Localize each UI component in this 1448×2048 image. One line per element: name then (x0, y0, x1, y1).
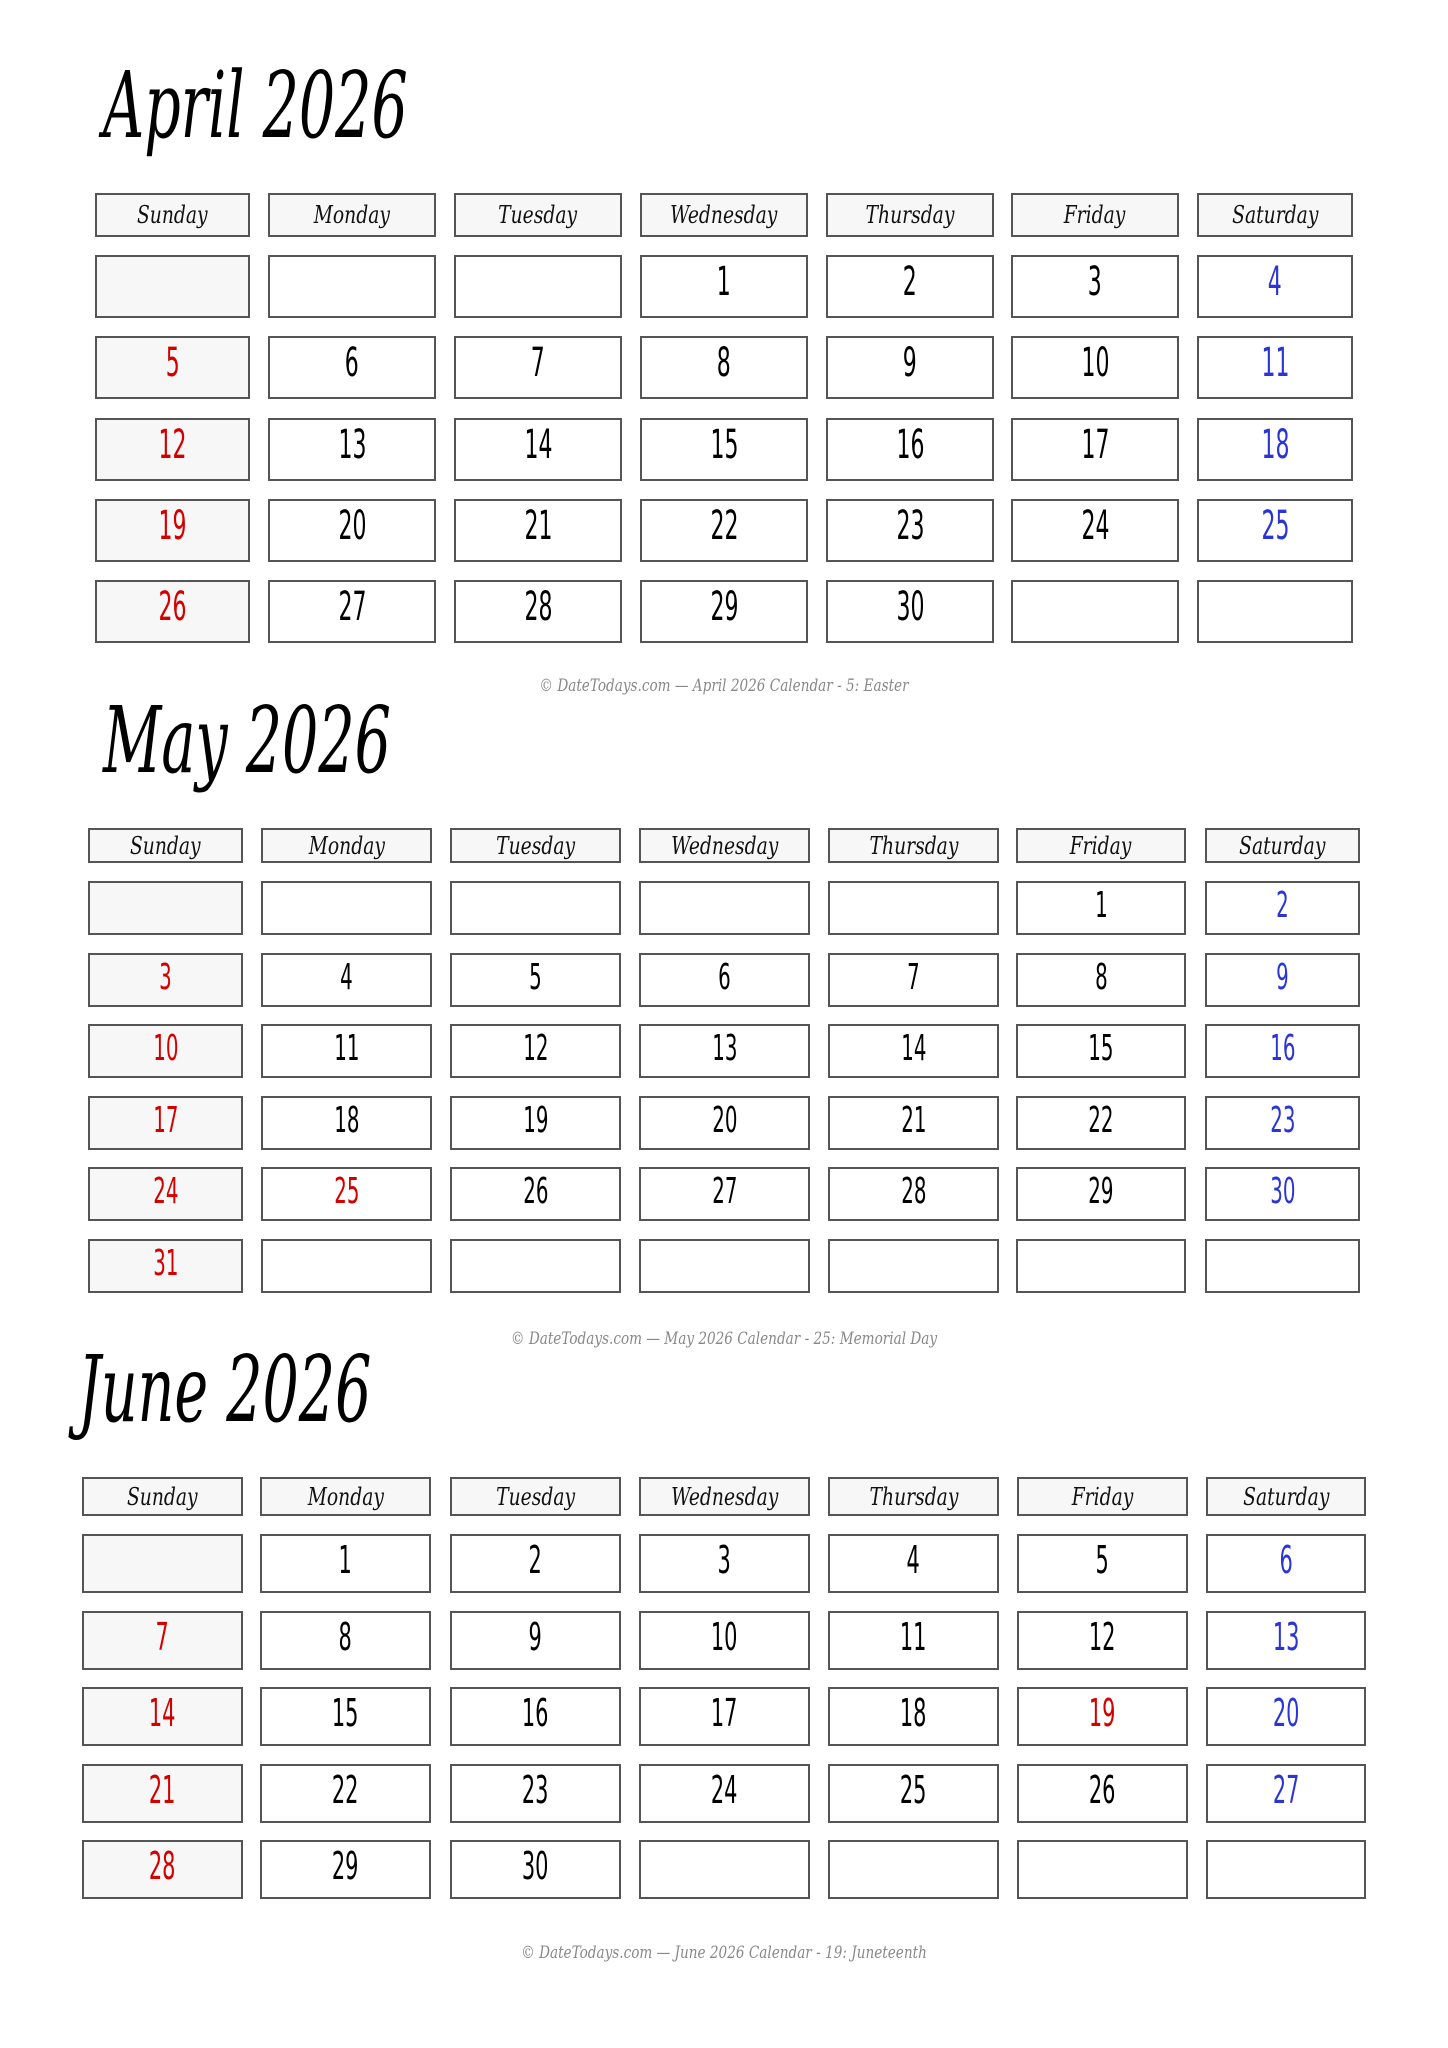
day-cell[interactable] (1206, 1764, 1366, 1823)
day-number: 10 (711, 1615, 738, 1659)
day-cell[interactable] (828, 1239, 999, 1293)
weekday-label: Monday (308, 831, 385, 860)
day-cell[interactable] (82, 1840, 243, 1899)
day-cell[interactable] (639, 1096, 810, 1150)
day-cell[interactable] (454, 336, 622, 399)
day-number: 15 (332, 1691, 359, 1735)
day-cell[interactable] (260, 1534, 431, 1593)
day-number: 30 (1269, 1171, 1296, 1212)
day-cell[interactable] (450, 1840, 621, 1899)
weekday-header (1205, 828, 1360, 863)
day-cell[interactable] (639, 1239, 810, 1293)
month-title: April 2026 (103, 52, 408, 159)
day-cell[interactable] (828, 1534, 999, 1593)
day-number: 2 (1276, 885, 1289, 926)
day-cell[interactable] (1206, 1611, 1366, 1670)
day-cell[interactable] (639, 1534, 810, 1593)
day-cell[interactable] (268, 336, 436, 399)
weekday-header (640, 193, 808, 237)
day-number: 22 (710, 503, 738, 549)
calendar-footer-note: © DateTodays.com — June 2026 Calendar - 19: Juneteenth (521, 1943, 927, 1963)
day-cell[interactable] (261, 1096, 432, 1150)
day-number: 20 (338, 503, 366, 549)
month-title: May 2026 (103, 687, 391, 794)
day-number: 25 (900, 1768, 927, 1812)
day-number: 18 (900, 1691, 927, 1735)
day-number: 13 (1272, 1615, 1300, 1659)
day-cell[interactable] (260, 1687, 431, 1746)
day-number: 18 (1261, 422, 1289, 468)
day-cell[interactable] (261, 953, 432, 1007)
day-cell[interactable] (639, 1167, 810, 1221)
weekday-label: Thursday (869, 831, 958, 860)
day-cell[interactable] (828, 953, 999, 1007)
day-cell[interactable] (95, 499, 250, 562)
day-cell[interactable] (1016, 1096, 1186, 1150)
day-cell[interactable] (88, 953, 243, 1007)
weekday-header (88, 828, 243, 863)
day-cell[interactable] (1011, 580, 1179, 643)
weekday-header (260, 1477, 431, 1516)
day-number: 2 (528, 1538, 543, 1582)
day-cell[interactable] (826, 336, 994, 399)
day-number: 6 (344, 340, 359, 386)
day-number: 17 (152, 1100, 179, 1141)
day-number: 16 (1269, 1028, 1296, 1069)
day-cell[interactable] (1197, 336, 1353, 399)
day-cell[interactable] (450, 1096, 621, 1150)
day-number: 5 (1095, 1538, 1110, 1582)
day-number: 21 (149, 1768, 176, 1812)
day-cell[interactable] (1205, 1024, 1360, 1078)
day-cell[interactable] (639, 1024, 810, 1078)
day-cell[interactable] (1011, 255, 1179, 318)
day-number: 22 (1088, 1100, 1114, 1141)
day-number: 11 (900, 1615, 927, 1659)
day-cell[interactable] (82, 1764, 243, 1823)
day-cell[interactable] (95, 580, 250, 643)
day-cell[interactable] (640, 418, 808, 481)
day-number: 24 (152, 1171, 179, 1212)
day-cell[interactable] (450, 1611, 621, 1670)
day-cell[interactable] (1197, 580, 1353, 643)
day-number: 26 (522, 1171, 549, 1212)
day-cell[interactable] (95, 336, 250, 399)
day-number: 9 (528, 1615, 543, 1659)
day-cell[interactable] (828, 1096, 999, 1150)
weekday-header (1206, 1477, 1366, 1516)
day-cell[interactable] (828, 1611, 999, 1670)
day-cell[interactable] (1017, 1611, 1188, 1670)
day-cell[interactable] (1011, 499, 1179, 562)
day-cell[interactable] (450, 1239, 621, 1293)
day-number: 29 (332, 1844, 359, 1888)
day-cell[interactable] (1016, 1167, 1186, 1221)
day-number: 12 (158, 422, 187, 468)
day-cell[interactable] (639, 1764, 810, 1823)
day-cell[interactable] (639, 881, 810, 935)
day-number: 8 (338, 1615, 353, 1659)
day-number: 7 (155, 1615, 170, 1659)
day-number: 11 (1261, 340, 1289, 386)
day-number: 6 (1279, 1538, 1293, 1582)
day-cell[interactable] (454, 418, 622, 481)
weekday-label: Monday (313, 201, 391, 229)
weekday-label: Monday (307, 1482, 384, 1511)
day-number: 24 (1081, 503, 1109, 549)
weekday-label: Tuesday (496, 831, 575, 860)
day-number: 28 (524, 584, 552, 630)
day-number: 17 (1081, 422, 1109, 468)
day-number: 23 (522, 1768, 549, 1812)
day-cell[interactable] (826, 255, 994, 318)
day-cell[interactable] (268, 580, 436, 643)
day-cell[interactable] (640, 255, 808, 318)
day-number: 1 (1094, 885, 1108, 926)
day-cell[interactable] (1206, 1840, 1366, 1899)
day-cell[interactable] (1205, 1096, 1360, 1150)
day-cell[interactable] (88, 1096, 243, 1150)
day-cell[interactable] (261, 1024, 432, 1078)
day-cell[interactable] (450, 881, 621, 935)
day-number: 11 (333, 1028, 360, 1069)
day-number: 10 (1081, 340, 1109, 386)
day-number: 4 (340, 957, 353, 998)
day-cell[interactable] (828, 1167, 999, 1221)
day-cell[interactable] (1197, 418, 1353, 481)
day-cell[interactable] (828, 1687, 999, 1746)
day-cell[interactable] (1205, 953, 1360, 1007)
day-number: 13 (338, 422, 366, 468)
weekday-header (95, 193, 250, 237)
day-cell[interactable] (1205, 1239, 1360, 1293)
day-cell[interactable] (1205, 881, 1360, 935)
day-cell[interactable] (1016, 953, 1186, 1007)
day-cell[interactable] (1017, 1764, 1188, 1823)
day-number: 29 (710, 584, 738, 630)
weekday-header (454, 193, 622, 237)
day-cell[interactable] (454, 580, 622, 643)
weekday-label: Tuesday (498, 201, 578, 229)
day-cell[interactable] (260, 1764, 431, 1823)
day-cell[interactable] (826, 580, 994, 643)
day-cell[interactable] (88, 881, 243, 935)
day-number: 30 (896, 584, 924, 630)
day-number: 19 (522, 1100, 549, 1141)
weekday-header (261, 828, 432, 863)
day-cell[interactable] (260, 1840, 431, 1899)
weekday-header (639, 1477, 810, 1516)
day-number: 25 (1261, 503, 1289, 549)
day-number: 16 (522, 1691, 549, 1735)
day-cell[interactable] (450, 1534, 621, 1593)
weekday-header (450, 828, 621, 863)
weekday-label: Thursday (869, 1482, 958, 1511)
weekday-label: Wednesday (670, 831, 779, 860)
day-number: 6 (718, 957, 731, 998)
weekday-header (828, 828, 999, 863)
day-number: 9 (1276, 957, 1289, 998)
day-cell[interactable] (1017, 1534, 1188, 1593)
day-number: 25 (333, 1171, 360, 1212)
weekday-label: Sunday (137, 201, 208, 229)
day-cell[interactable] (450, 953, 621, 1007)
weekday-label: Friday (1070, 831, 1132, 860)
day-cell[interactable] (828, 1840, 999, 1899)
day-number: 2 (902, 259, 917, 305)
day-cell[interactable] (826, 418, 994, 481)
day-cell[interactable] (640, 499, 808, 562)
day-number: 26 (1089, 1768, 1116, 1812)
day-cell[interactable] (639, 953, 810, 1007)
weekday-header (639, 828, 810, 863)
weekday-label: Saturday (1231, 201, 1319, 229)
weekday-header (1011, 193, 1179, 237)
weekday-label: Saturday (1242, 1482, 1330, 1511)
day-number: 30 (522, 1844, 549, 1888)
weekday-label: Tuesday (496, 1482, 575, 1511)
day-number: 21 (524, 503, 552, 549)
day-cell[interactable] (95, 418, 250, 481)
day-number: 3 (159, 957, 172, 998)
day-number: 28 (900, 1171, 927, 1212)
day-cell[interactable] (450, 1764, 621, 1823)
day-number: 7 (530, 340, 545, 386)
day-number: 5 (165, 340, 180, 386)
day-number: 7 (907, 957, 920, 998)
day-number: 20 (711, 1100, 738, 1141)
day-number: 27 (711, 1171, 738, 1212)
day-number: 3 (717, 1538, 732, 1582)
day-number: 29 (1088, 1171, 1114, 1212)
day-number: 9 (902, 340, 917, 386)
day-number: 21 (900, 1100, 927, 1141)
day-cell[interactable] (1206, 1687, 1366, 1746)
day-cell[interactable] (261, 1167, 432, 1221)
day-cell[interactable] (88, 1167, 243, 1221)
day-cell[interactable] (1197, 499, 1353, 562)
day-number: 14 (900, 1028, 927, 1069)
weekday-label: Wednesday (670, 1482, 779, 1511)
day-cell[interactable] (1197, 255, 1353, 318)
day-cell[interactable] (82, 1611, 243, 1670)
day-number: 14 (524, 422, 552, 468)
day-number: 20 (1272, 1691, 1300, 1735)
weekday-label: Sunday (127, 1482, 198, 1511)
day-number: 27 (338, 584, 366, 630)
day-number: 22 (332, 1768, 359, 1812)
day-number: 4 (1267, 259, 1282, 305)
day-number: 23 (896, 503, 924, 549)
day-cell[interactable] (82, 1687, 243, 1746)
day-cell[interactable] (639, 1840, 810, 1899)
day-number: 14 (149, 1691, 176, 1735)
day-number: 13 (711, 1028, 738, 1069)
day-number: 23 (1269, 1100, 1296, 1141)
day-number: 31 (152, 1243, 179, 1284)
day-cell[interactable] (1017, 1687, 1188, 1746)
day-cell[interactable] (1206, 1534, 1366, 1593)
day-number: 10 (152, 1028, 179, 1069)
day-cell[interactable] (454, 255, 622, 318)
day-cell[interactable] (1016, 1024, 1186, 1078)
day-number: 27 (1272, 1768, 1300, 1812)
weekday-header (450, 1477, 621, 1516)
day-number: 26 (158, 584, 187, 630)
weekday-header (1197, 193, 1353, 237)
day-cell[interactable] (260, 1611, 431, 1670)
day-cell[interactable] (82, 1534, 243, 1593)
weekday-label: Saturday (1239, 831, 1326, 860)
day-number: 1 (716, 259, 731, 305)
day-cell[interactable] (261, 881, 432, 935)
day-cell[interactable] (1016, 1239, 1186, 1293)
day-number: 18 (333, 1100, 360, 1141)
day-cell[interactable] (1011, 336, 1179, 399)
day-number: 8 (716, 340, 731, 386)
day-cell[interactable] (450, 1167, 621, 1221)
day-cell[interactable] (88, 1239, 243, 1293)
day-cell[interactable] (1011, 418, 1179, 481)
day-number: 5 (529, 957, 542, 998)
day-number: 12 (1089, 1615, 1116, 1659)
day-cell[interactable] (828, 1024, 999, 1078)
day-cell[interactable] (640, 336, 808, 399)
day-cell[interactable] (268, 499, 436, 562)
day-cell[interactable] (450, 1687, 621, 1746)
day-number: 4 (906, 1538, 921, 1582)
day-number: 16 (896, 422, 924, 468)
day-cell[interactable] (1205, 1167, 1360, 1221)
weekday-label: Friday (1064, 201, 1126, 229)
day-number: 19 (158, 503, 187, 549)
weekday-label: Wednesday (670, 201, 778, 229)
day-number: 17 (711, 1691, 738, 1735)
day-number: 3 (1087, 259, 1102, 305)
day-cell[interactable] (828, 881, 999, 935)
weekday-header (82, 1477, 243, 1516)
weekday-header (826, 193, 994, 237)
day-cell[interactable] (1017, 1840, 1188, 1899)
day-cell[interactable] (1016, 881, 1186, 935)
day-cell[interactable] (88, 1024, 243, 1078)
weekday-header (1017, 1477, 1188, 1516)
calendar-footer-note: © DateTodays.com — May 2026 Calendar - 25: Memorial Day (510, 1329, 938, 1349)
day-number: 28 (149, 1844, 176, 1888)
weekday-header (1016, 828, 1186, 863)
day-number: 19 (1089, 1691, 1116, 1735)
day-number: 24 (711, 1768, 738, 1812)
day-cell[interactable] (450, 1024, 621, 1078)
day-cell[interactable] (268, 255, 436, 318)
day-cell[interactable] (95, 255, 250, 318)
day-number: 15 (1088, 1028, 1114, 1069)
day-cell[interactable] (640, 580, 808, 643)
day-number: 8 (1094, 957, 1108, 998)
month-title: June 2026 (78, 1336, 372, 1443)
weekday-label: Sunday (130, 831, 201, 860)
weekday-header (268, 193, 436, 237)
day-cell[interactable] (639, 1687, 810, 1746)
day-cell[interactable] (268, 418, 436, 481)
day-cell[interactable] (826, 499, 994, 562)
day-number: 12 (522, 1028, 549, 1069)
calendar-footer-note: © DateTodays.com — April 2026 Calendar - 5: Easter (539, 676, 909, 696)
day-cell[interactable] (828, 1764, 999, 1823)
day-number: 15 (710, 422, 738, 468)
day-cell[interactable] (639, 1611, 810, 1670)
weekday-header (828, 1477, 999, 1516)
weekday-label: Friday (1071, 1482, 1134, 1511)
day-cell[interactable] (261, 1239, 432, 1293)
weekday-label: Thursday (865, 201, 955, 229)
day-cell[interactable] (454, 499, 622, 562)
day-number: 1 (338, 1538, 353, 1582)
